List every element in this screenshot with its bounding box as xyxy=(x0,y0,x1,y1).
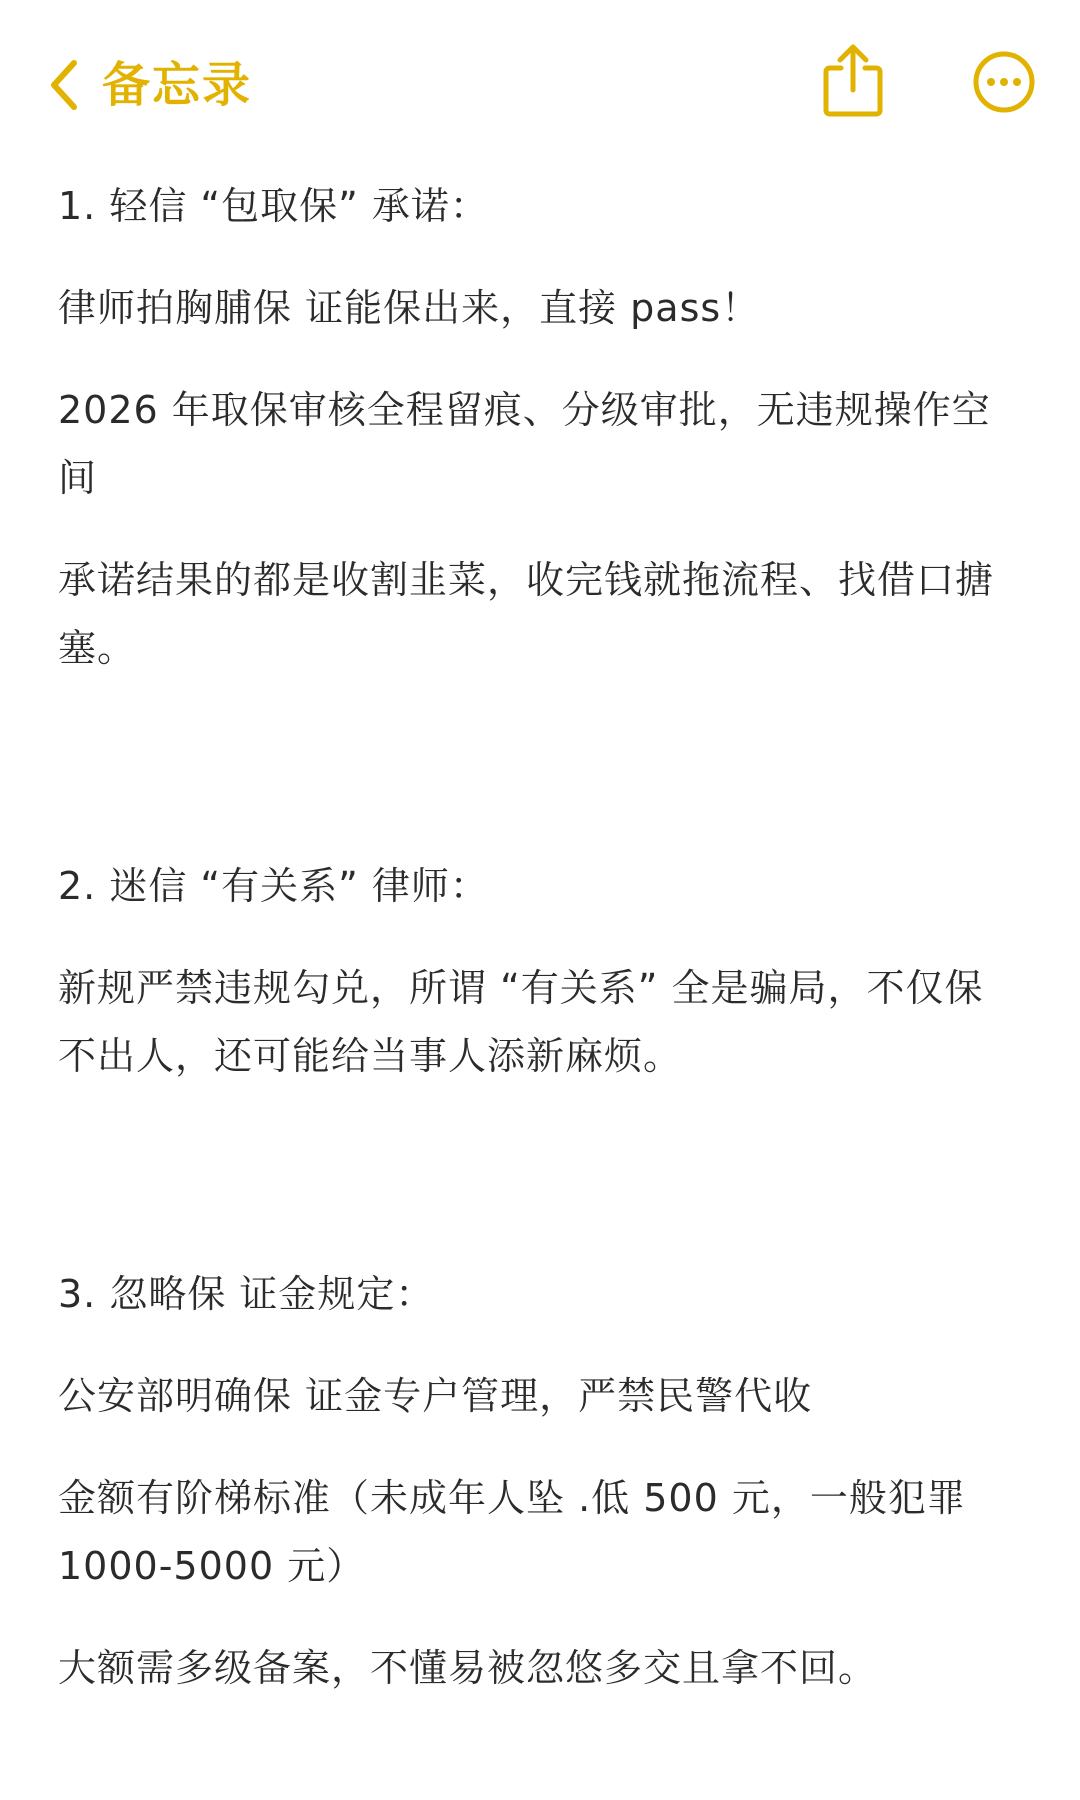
note-section-1 xyxy=(58,172,1018,682)
navigation-bar xyxy=(0,0,1080,170)
note-paragraph: 律师拍胸脯保 证能保出来，直接 pass！ xyxy=(58,286,761,330)
note-paragraph: 新规严禁违规勾兑，所谓 “有关系” 全是骗局，不仅保不出人，还可能给当事人添新麻烦。 xyxy=(58,966,984,1078)
more-button[interactable] xyxy=(972,50,1036,114)
share-icon xyxy=(818,42,888,118)
note-section-2 xyxy=(58,852,1018,1090)
section-heading: 2. 迷信 “有关系” 律师： xyxy=(58,864,489,908)
back-button[interactable] xyxy=(44,50,252,120)
note-section-3 xyxy=(58,1260,1018,1702)
share-button[interactable] xyxy=(818,42,888,118)
more-ellipsis-icon xyxy=(972,50,1036,114)
chevron-left-icon xyxy=(44,55,84,115)
back-label: 备忘录 xyxy=(102,57,253,113)
section-heading: 3. 忽略保 证金规定： xyxy=(58,1272,435,1316)
note-paragraph: 金额有阶梯标准（未成年人坠 .低 500 元，一般犯罪 1000-5000 元） xyxy=(58,1476,966,1588)
note-paragraph: 承诺结果的都是收割韭菜，收完钱就拖流程、找借口搪塞。 xyxy=(58,558,995,670)
note-paragraph: 2026 年取保审核全程留痕、分级审批，无违规操作空间 xyxy=(58,388,991,500)
note-paragraph: 公安部明确保 证金专户管理，严禁民警代收 xyxy=(58,1374,813,1418)
section-heading: 1. 轻信 “包取保” 承诺： xyxy=(58,184,489,228)
note-body[interactable] xyxy=(58,172,1018,1702)
note-paragraph: 大额需多级备案，不懂易被忽悠多交且拿不回。 xyxy=(58,1646,878,1690)
